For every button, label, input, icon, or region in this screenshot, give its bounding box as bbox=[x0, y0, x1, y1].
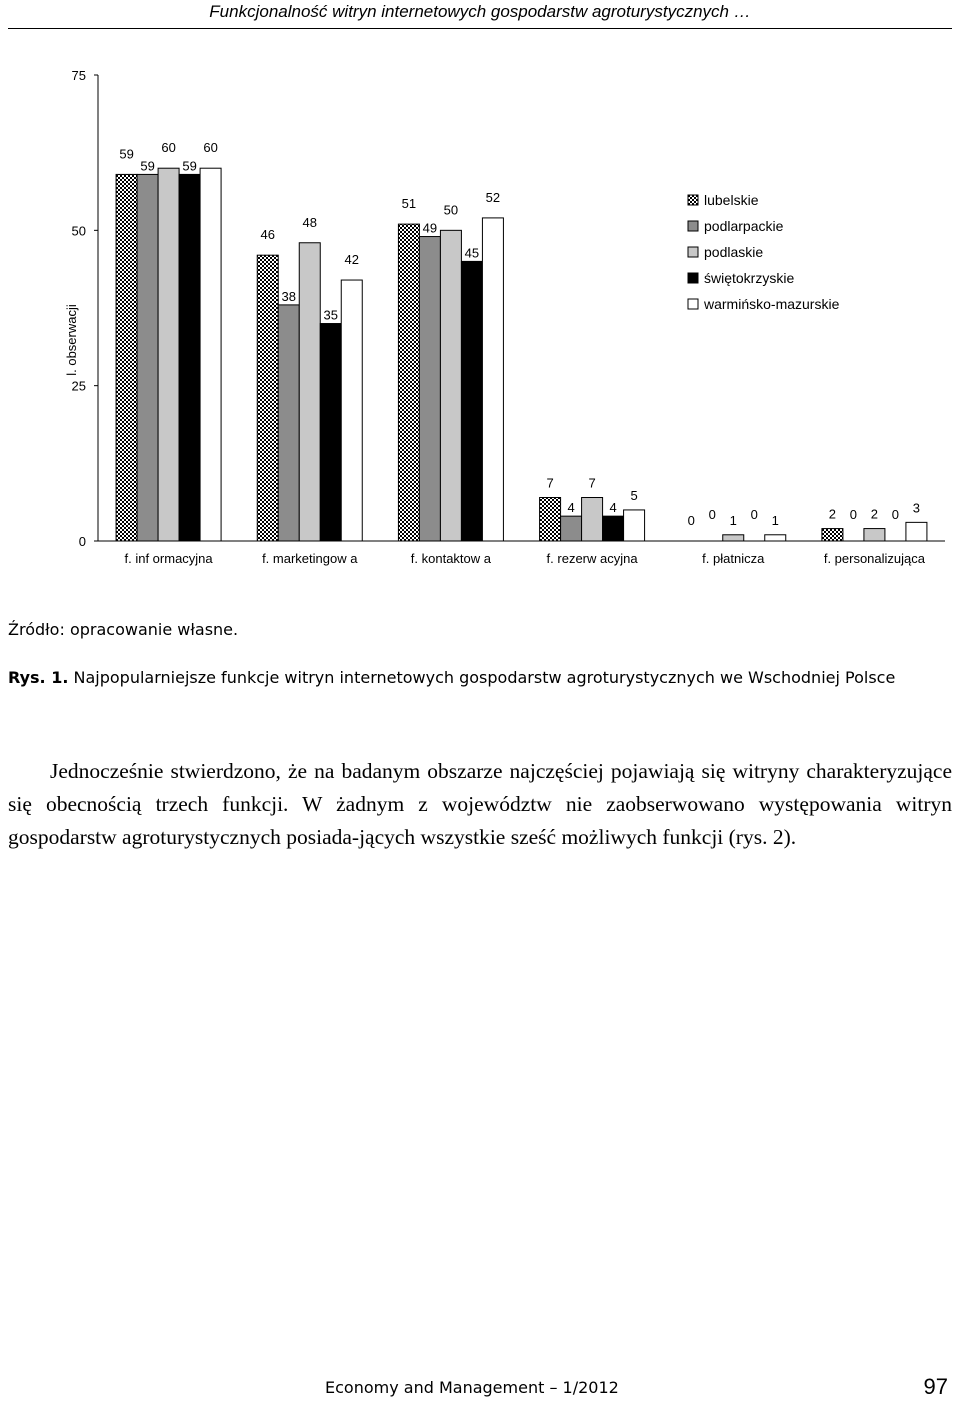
data-label: 59 bbox=[119, 146, 134, 162]
category-label: f. inf ormacyjna bbox=[124, 551, 213, 566]
bar-warmińsko-mazurskie bbox=[906, 522, 927, 541]
data-label: 59 bbox=[140, 158, 155, 174]
category-label: f. marketingow a bbox=[262, 551, 358, 566]
running-header: Funkcjonalność witryn internetowych gospodarstw agroturystycznych … bbox=[209, 2, 751, 21]
legend-swatch bbox=[688, 299, 698, 309]
bar-podlaskie bbox=[864, 529, 885, 541]
legend-entry: warmińsko-mazurskie bbox=[704, 296, 840, 312]
y-tick-label: 0 bbox=[78, 534, 86, 549]
bar-lubelskie bbox=[116, 174, 137, 541]
legend-swatch bbox=[688, 247, 698, 257]
data-label: 59 bbox=[182, 158, 197, 174]
data-label: 51 bbox=[401, 196, 417, 212]
data-label: 0 bbox=[750, 507, 758, 522]
bar-podlaskie bbox=[299, 243, 320, 541]
data-label: 60 bbox=[203, 140, 218, 156]
data-label: 60 bbox=[161, 140, 176, 156]
header-rule bbox=[8, 28, 952, 29]
data-label: 0 bbox=[687, 513, 695, 528]
legend-entry: podlarpackie bbox=[704, 218, 784, 234]
figure-caption bbox=[8, 665, 952, 691]
caption-label: Rys. 1. bbox=[8, 668, 69, 687]
legend-entry: podlaskie bbox=[704, 244, 764, 260]
y-tick-label: 50 bbox=[71, 223, 86, 239]
y-axis-label: l. obserwacji bbox=[64, 304, 79, 376]
data-label: 48 bbox=[302, 214, 317, 230]
data-label: 7 bbox=[588, 475, 596, 491]
bar-lubelskie bbox=[398, 224, 419, 541]
data-label: 7 bbox=[546, 475, 554, 491]
data-label: 2 bbox=[870, 506, 879, 522]
data-label: 52 bbox=[485, 189, 501, 205]
bar-świętokrzyskie bbox=[603, 516, 624, 541]
data-label: 49 bbox=[422, 220, 438, 236]
category-label: f. kontaktow a bbox=[410, 551, 492, 566]
bar-podlarpackie bbox=[278, 305, 299, 541]
data-label: 4 bbox=[567, 500, 575, 516]
bar-lubelskie bbox=[822, 529, 843, 541]
data-label: 46 bbox=[260, 227, 275, 243]
category-label: f. personalizująca bbox=[823, 551, 926, 566]
bar-świętokrzyskie bbox=[179, 174, 200, 541]
bar-podlarpackie bbox=[561, 516, 582, 541]
data-label: 35 bbox=[323, 307, 338, 323]
data-label: 50 bbox=[443, 202, 459, 218]
data-label: 5 bbox=[630, 487, 638, 503]
page-number: 97 bbox=[923, 1374, 948, 1399]
bar-podlaskie bbox=[582, 498, 603, 541]
bar-świętokrzyskie bbox=[320, 324, 341, 541]
y-tick-label: 75 bbox=[71, 68, 86, 83]
data-label: 38 bbox=[281, 288, 296, 304]
bar-warmińsko-mazurskie bbox=[482, 218, 503, 541]
bar-podlaskie bbox=[158, 168, 179, 541]
data-label: 0 bbox=[708, 507, 716, 522]
data-label: 4 bbox=[609, 500, 617, 516]
data-label: 45 bbox=[464, 245, 480, 261]
legend-entry: świętokrzyskie bbox=[704, 270, 795, 286]
bar-warmińsko-mazurskie bbox=[200, 168, 221, 541]
legend-swatch bbox=[688, 195, 698, 205]
data-label: 42 bbox=[344, 252, 359, 268]
legend-swatch bbox=[688, 221, 698, 231]
data-label: 1 bbox=[729, 512, 737, 528]
bar-świętokrzyskie bbox=[461, 261, 482, 541]
bar-lubelskie bbox=[257, 255, 278, 541]
journal-footer: Economy and Management – 1/2012 bbox=[325, 1378, 619, 1397]
caption-text: Najpopularniejsze funkcje witryn internetowych gospodarstw agroturystycznych we Wschodniej Polsce bbox=[68, 668, 896, 687]
bar-podlarpackie bbox=[137, 174, 158, 541]
data-label: 2 bbox=[828, 506, 837, 522]
bar-warmińsko-mazurskie bbox=[765, 535, 786, 541]
data-label: 3 bbox=[912, 500, 921, 516]
bar-warmińsko-mazurskie bbox=[341, 280, 362, 541]
bar-podlarpackie bbox=[419, 237, 440, 541]
figure-source: Źródło: opracowanie własne. bbox=[8, 620, 239, 639]
category-label: f. rezerw acyjna bbox=[546, 551, 638, 566]
legend-entry: lubelskie bbox=[704, 192, 759, 208]
bar-warmińsko-mazurskie bbox=[624, 510, 645, 541]
data-label: 0 bbox=[891, 507, 900, 522]
legend-swatch bbox=[688, 273, 698, 283]
bar-lubelskie bbox=[540, 498, 561, 541]
y-tick-label: 25 bbox=[71, 378, 86, 394]
bar-podlaskie bbox=[440, 230, 461, 541]
data-label: 1 bbox=[771, 512, 779, 528]
bar-podlaskie bbox=[723, 535, 744, 541]
bar-chart bbox=[0, 35, 960, 595]
category-label: f. płatnicza bbox=[702, 551, 765, 566]
data-label: 0 bbox=[849, 507, 858, 522]
body-paragraph: Jednocześnie stwierdzono, że na badanym obszarze najczęściej pojawiają się witryny charakteryzujące się obecnością trzech funkcji. W żadnym z województw nie zaobserwowano występowania witryn gospodarstw agroturystycznych posiada-jących wszystkie sześć możliwych funkcji (rys. 2). bbox=[8, 759, 952, 849]
